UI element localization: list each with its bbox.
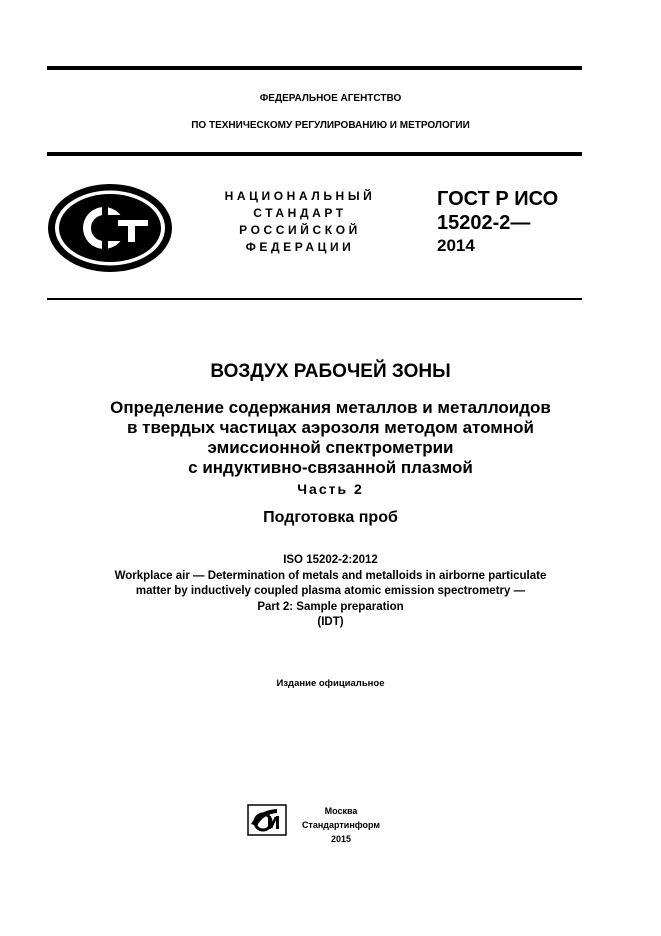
national-line: НАЦИОНАЛЬНЫЙ: [224, 189, 376, 203]
national-line: РОССИЙСКОЙ: [239, 223, 361, 237]
designation-year: 2014: [437, 236, 475, 255]
national-line: ФЕДЕРАЦИИ: [245, 240, 355, 254]
header-rule: [47, 152, 582, 156]
publisher-year: 2015: [330, 834, 352, 844]
agency-name-line-1: ФЕДЕРАЛЬНОЕ АГЕНТСТВО: [259, 93, 402, 104]
designation-line-2: 15202-2—: [437, 212, 531, 234]
publisher-city: Москва: [324, 806, 358, 816]
publisher-name: Стандартинформ: [301, 820, 381, 830]
national-line: СТАНДАРТ: [253, 206, 347, 220]
standard-designation: [437, 187, 558, 257]
top-rule: [47, 66, 582, 70]
subtitle-line: в твердых частицах аэрозоля методом атомной: [126, 418, 534, 437]
part-title: Подготовка проб: [263, 509, 398, 526]
iso-reference: [0, 553, 661, 631]
iso-line: matter by inductively coupled plasma atomic emission spectrometry —: [135, 585, 526, 597]
designation-rule: [47, 298, 582, 300]
iso-line: (IDT): [317, 616, 344, 628]
part-number: Часть 2: [297, 481, 364, 497]
publisher-block: [297, 804, 385, 846]
document-subtitle: [0, 398, 661, 478]
iso-line: ISO 15202-2:2012: [283, 554, 378, 566]
designation-line-1: ГОСТ Р ИСО: [437, 188, 559, 210]
subtitle-line: с индуктивно-связанной плазмой: [188, 458, 473, 477]
iso-line: Workplace air — Determination of metals and metalloids in airborne particulate: [114, 569, 547, 582]
national-standard-block: [212, 188, 388, 256]
iso-line: Part 2: Sample preparation: [257, 600, 404, 613]
standartinform-logo: [247, 804, 287, 836]
edition-note: Издание официальное: [276, 678, 385, 689]
subtitle-line: Определение содержания металлов и металлоидов: [110, 398, 551, 417]
gost-r-logo: [46, 182, 174, 274]
subtitle-line: эмиссионной спектрометрии: [207, 438, 454, 457]
agency-name-line-2: ПО ТЕХНИЧЕСКОМУ РЕГУЛИРОВАНИЮ И МЕТРОЛОГИИ: [191, 120, 470, 131]
document-title: ВОЗДУХ РАБОЧЕЙ ЗОНЫ: [210, 361, 451, 382]
